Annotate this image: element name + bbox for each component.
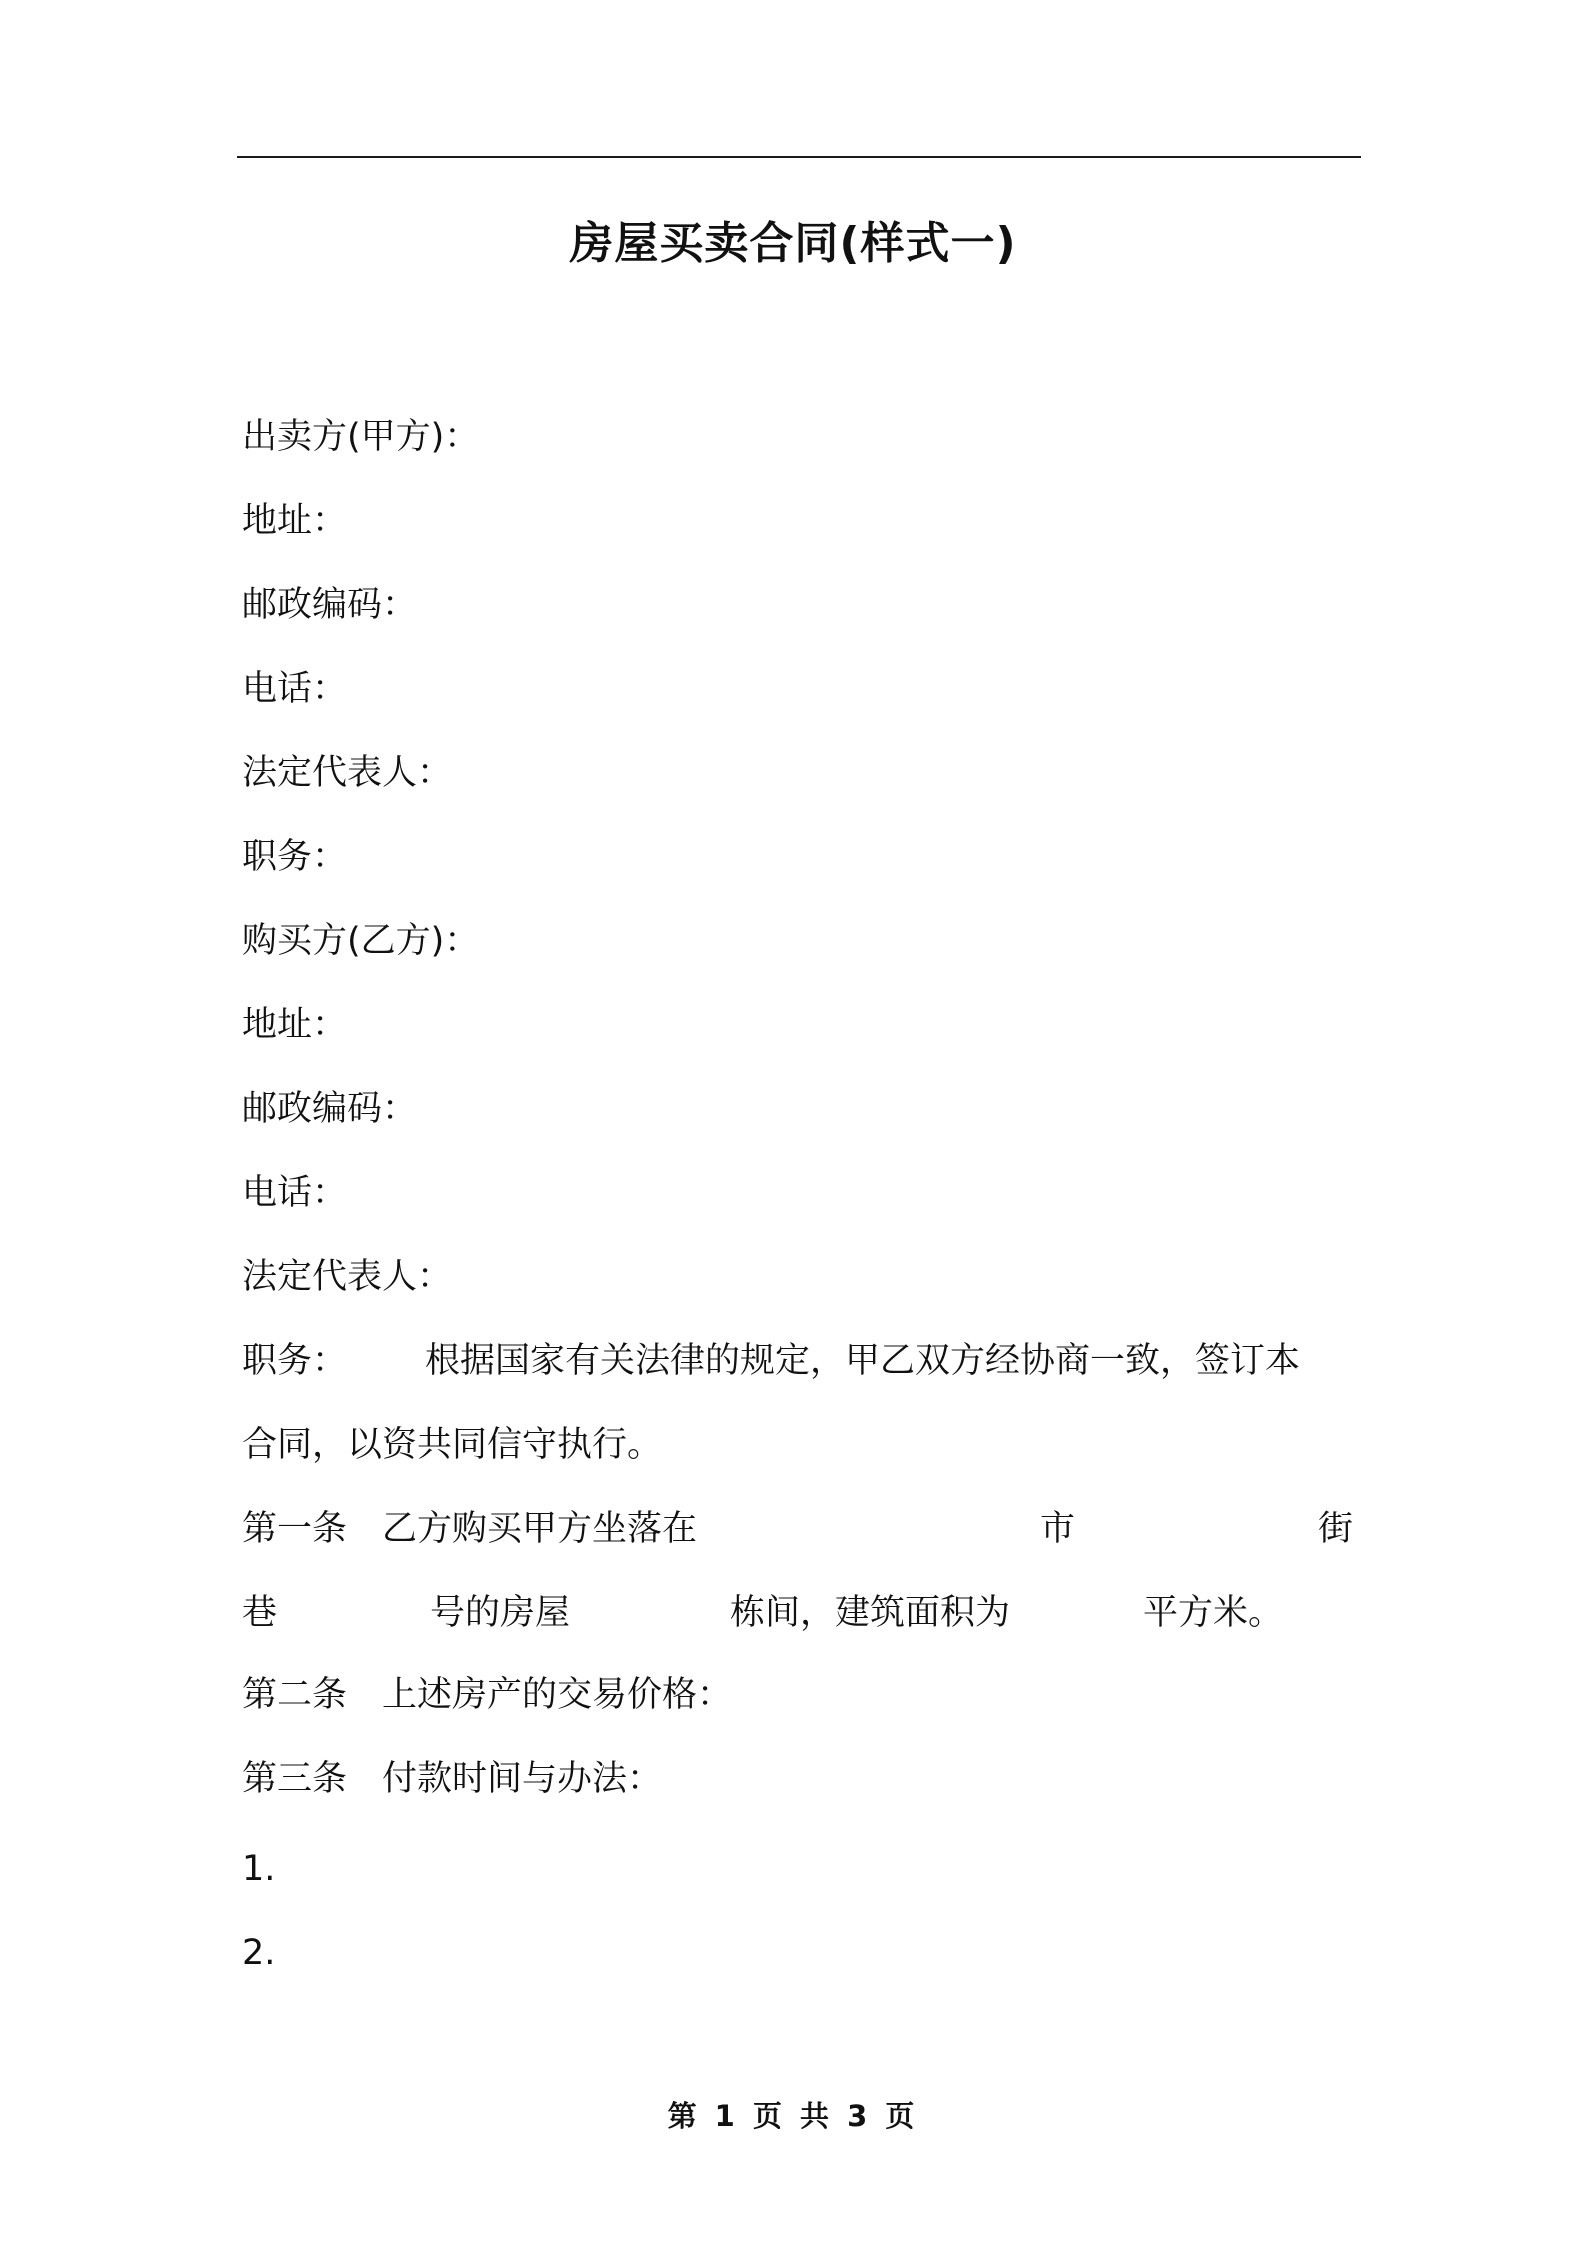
buyer-address-label: 地址： [242,1005,348,1045]
seller-legal-rep-label: 法定代表人： [242,753,453,793]
header-rule [237,156,1361,158]
seller-label: 出卖方(甲方)： [242,417,480,457]
list-item: 2. [242,1933,276,1973]
preamble-line-2: 合同，以资共同信守执行。 [242,1425,663,1465]
article-1-unit: 平方米。 [1143,1593,1284,1633]
seller-phone-label: 电话： [242,669,348,709]
seller-address-label: 地址： [242,501,348,541]
seller-postcode-label: 邮政编码： [242,585,418,625]
buyer-position-label: 职务： [242,1341,348,1381]
seller-position-label: 职务： [242,837,348,877]
article-1-house-number: 号的房屋 [430,1593,571,1633]
page-footer: 第 1 页 共 3 页 [667,2099,919,2133]
article-1-street: 街 [1318,1509,1354,1549]
article-3: 第三条 付款时间与办法： [242,1759,663,1799]
buyer-legal-rep-label: 法定代表人： [242,1257,453,1297]
article-1-building-area: 栋间，建筑面积为 [730,1593,1011,1633]
article-1-prefix: 第一条 乙方购买甲方坐落在 [242,1509,698,1549]
preamble-line-1: 根据国家有关法律的规定，甲乙双方经协商一致，签订本 [425,1341,1301,1381]
buyer-phone-label: 电话： [242,1173,348,1213]
article-1-city: 市 [1040,1509,1076,1549]
buyer-postcode-label: 邮政编码： [242,1089,418,1129]
buyer-label: 购买方(乙方)： [242,921,480,961]
article-2: 第二条 上述房产的交易价格： [242,1675,733,1715]
article-1-lane: 巷 [242,1593,278,1633]
document-title: 房屋买卖合同(样式一) [569,218,1017,269]
list-item: 1. [242,1849,276,1889]
